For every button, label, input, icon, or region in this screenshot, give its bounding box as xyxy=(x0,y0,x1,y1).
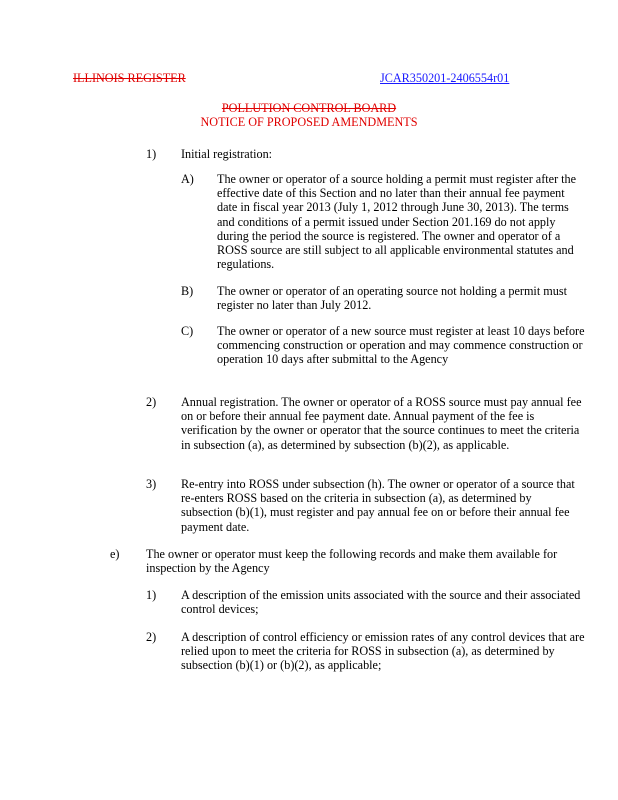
text-s1: Initial registration: xyxy=(181,147,273,161)
text-e: The owner or operator must keep the following records and make them available for inspection by the Agency xyxy=(146,547,558,576)
text-s2: Annual registration. The owner or operator of a ROSS source must pay annual fee on or before their annual fee payment date. Annual payment of the fee is verification by the owner or operator that the source continues to meet the criteria in subsection (a), as determined by subsection (b)(2), as applicable. xyxy=(181,395,582,452)
title-board: POLLUTION CONTROL BOARD xyxy=(221,101,397,115)
text-s1A: The owner or operator of a source holding a permit must register after the effective date of this Section and no later than their annual fee payment date in fiscal year 2013 (July 1, 2012 through June 30, 2013). The terms and conditions of a permit issued under Section 201.169 do not apply during the period the source is registered. The owner and operator of a ROSS source are still subject to all applicable environmental statutes and regulations. xyxy=(217,172,577,272)
text-e1: A description of the emission units associated with the source and their associated control devices; xyxy=(181,588,581,617)
header-register: ILLINOIS REGISTER xyxy=(73,71,186,85)
label-s2: 2) xyxy=(146,395,157,409)
label-s1C: C) xyxy=(181,324,194,338)
label-s1: 1) xyxy=(146,147,157,161)
label-s1A: A) xyxy=(181,172,194,186)
text-s1B: The owner or operator of an operating source not holding a permit must register no later than July 2012. xyxy=(217,284,567,313)
text-s1C: The owner or operator of a new source must register at least 10 days before commencing construction or operation and may commence construction or operation 10 days after submittal to the Agency xyxy=(217,324,585,367)
label-e: e) xyxy=(110,547,120,561)
label-e1: 1) xyxy=(146,588,157,602)
title-notice: NOTICE OF PROPOSED AMENDMENTS xyxy=(200,115,418,129)
text-e2: A description of control efficiency or emission rates of any control devices that are relied upon to meet the criteria for ROSS in subsection (a), as determined by subsection (b)(1) or (b)(2), as applicable; xyxy=(181,630,585,673)
label-s1B: B) xyxy=(181,284,194,298)
text-s3: Re-entry into ROSS under subsection (h). The owner or operator of a source that re-enters ROSS based on the criteria in subsection (a), as determined by subsection (b)(1), must register and pay annual fee on or before their annual fee payment date. xyxy=(181,477,575,534)
header-doc-id[interactable]: JCAR350201-2406554r01 xyxy=(380,71,510,85)
label-s3: 3) xyxy=(146,477,157,491)
label-e2: 2) xyxy=(146,630,157,644)
